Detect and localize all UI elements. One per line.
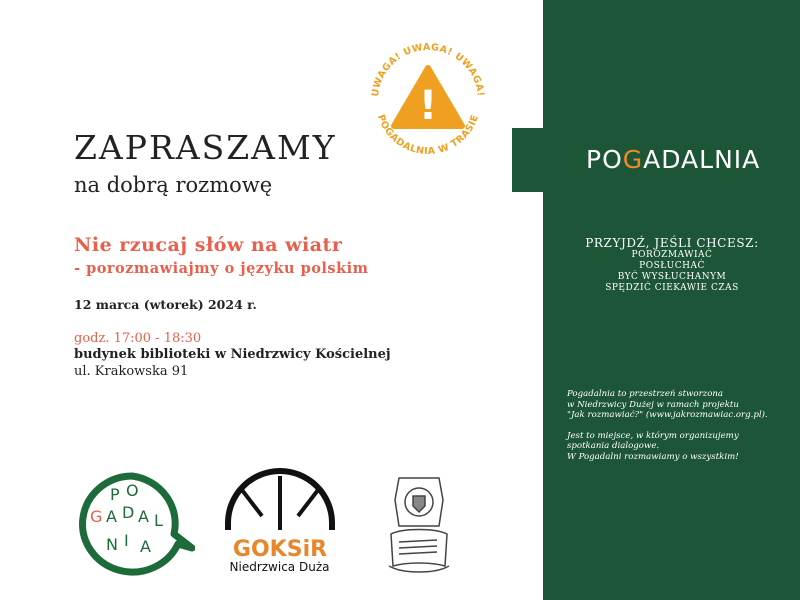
event-date: 12 marca (wtorek) 2024 r.: [74, 297, 257, 312]
brand-name-start: PO: [586, 145, 623, 174]
goksir-place: Niedrzwica Duża: [229, 560, 330, 574]
logo-letter: D: [122, 503, 135, 522]
invite-heading: PRZYJDŹ, JEŚLI CHCESZ:: [585, 236, 759, 250]
invite-block: [552, 236, 792, 294]
about-line: "Jak rozmawiać?" (www.jakrozmawiac.org.pl).: [567, 410, 768, 421]
about-line: W Pogadalni rozmawiamy o wszystkim!: [567, 451, 739, 462]
about-line: w Niedrzwicy Dużej w ramach projektu: [567, 399, 739, 410]
invite-item: BYĆ WYSŁUCHANYM: [617, 272, 727, 282]
invite-item: POSŁUCHAĆ: [639, 261, 705, 271]
warning-stamp: [358, 30, 498, 160]
about-block: [567, 389, 795, 473]
topic-subheadline: - porozmawiajmy o języku polskim: [74, 260, 369, 277]
logo-letter: A: [140, 537, 151, 556]
invite-item: SPĘDZIĆ CIEKAWIE CZAS: [605, 283, 739, 293]
side-panel: [543, 0, 800, 600]
goksir-wordmark: GOKSiR: [232, 537, 328, 562]
about-paragraph-1: [567, 389, 795, 421]
event-street: ul. Krakowska 91: [74, 364, 189, 379]
panel-tab: [512, 128, 552, 192]
invite-item: POROZMAWIAĆ: [631, 250, 713, 260]
brand-wordmark: [586, 145, 760, 174]
logo-letter: A: [138, 507, 149, 526]
logo-letter: G: [90, 507, 103, 526]
stamp-ring-bottom: POGADALNIA W TRASIE: [374, 113, 482, 158]
brand-name-accent: G: [622, 145, 644, 174]
logo-letter: N: [106, 535, 118, 554]
logo-letter: A: [106, 507, 117, 526]
logo-letter: P: [110, 485, 120, 504]
page-subtitle: na dobrą rozmowę: [74, 173, 273, 197]
brand-name-end: ADALNIA: [643, 145, 761, 174]
about-line: spotkania dialogowe.: [567, 441, 660, 452]
page-title: ZAPRASZAMY: [74, 128, 337, 167]
about-line: Pogadalnia to przestrzeń stworzona: [567, 389, 724, 399]
about-paragraph-2: [567, 431, 795, 463]
logo-letter: I: [124, 531, 129, 550]
topic-headline: Nie rzucaj słów na wiatr: [74, 234, 343, 256]
crest-icon: [389, 478, 449, 572]
warning-exclamation-icon: !: [418, 83, 438, 129]
window-arch-icon: [228, 471, 332, 530]
logo-letter: O: [126, 481, 139, 500]
stamp-ring-top: UWAGA! UWAGA! UWAGA!: [370, 41, 486, 98]
about-line: Jest to miejsce, w którym organizujemy: [567, 430, 739, 441]
event-place: budynek biblioteki w Niedrzwicy Kościelnej: [74, 347, 391, 362]
library-crest-logo: [383, 470, 455, 580]
pogadalnia-logo: [70, 472, 195, 577]
event-time: godz. 17:00 - 18:30: [74, 331, 202, 346]
logo-letter: L: [154, 511, 163, 530]
